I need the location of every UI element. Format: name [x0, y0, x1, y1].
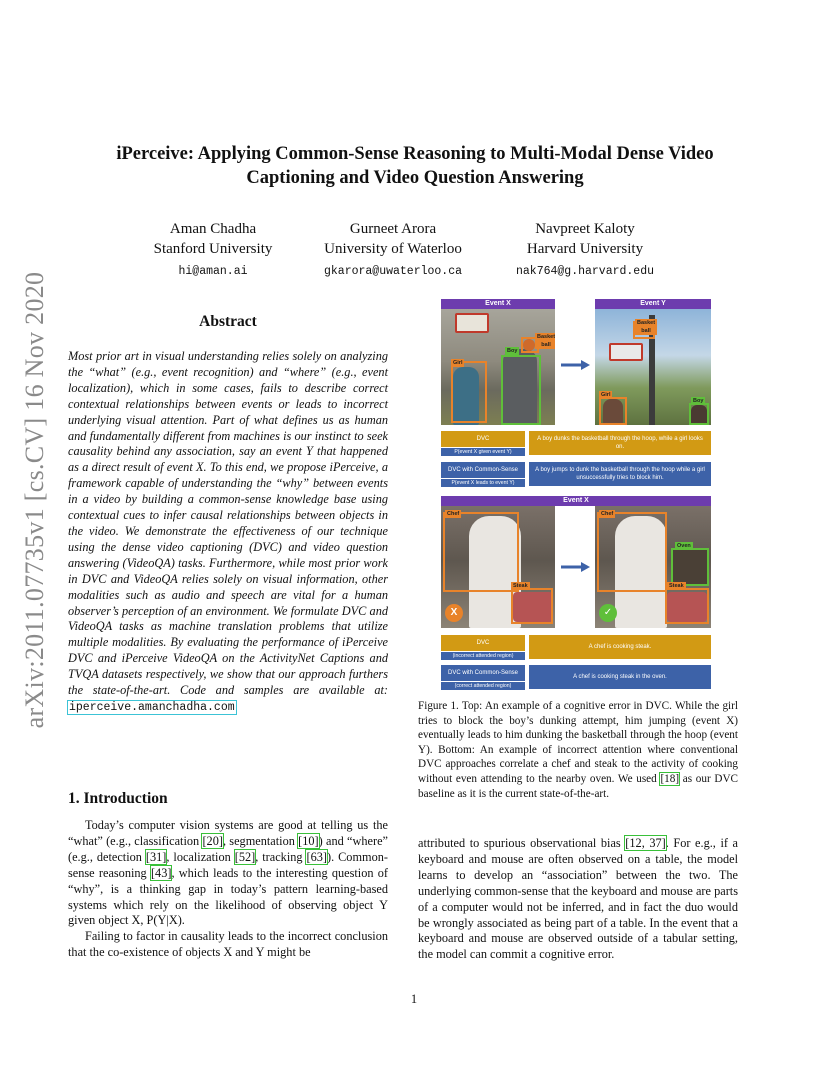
citation-link[interactable]: [63] — [306, 849, 327, 864]
author-3 — [485, 219, 685, 282]
steak-label: Steak — [513, 583, 528, 589]
arrow-icon-2 — [559, 561, 591, 573]
author-name: Navpreet Kaloty — [535, 221, 635, 237]
dvc-cs-caption: A boy jumps to dunk the basketball through the hoop while a girl unsuccessfully tries to block him. — [529, 462, 711, 486]
dvc-sub: P(event X given event Y) — [441, 448, 525, 456]
text-run: , tracking — [255, 849, 307, 864]
girl-bbox — [451, 361, 487, 423]
dvc2-sub: (incorrect attended region) — [441, 652, 525, 660]
author-1 — [113, 219, 313, 282]
dvc2-label: DVC — [441, 635, 525, 651]
dvc2-caption: A chef is cooking steak. — [529, 635, 711, 659]
right-column-body — [418, 836, 738, 963]
check-mark-icon: ✓ — [599, 604, 617, 622]
dvc-caption: A boy dunks the basketball through the hoop, while a girl looks on. — [529, 431, 711, 455]
author-name: Aman Chadha — [169, 221, 257, 237]
wrong-mark-icon: X — [445, 604, 463, 622]
author-affiliation: University of Waterloo — [324, 241, 462, 257]
abstract-body — [68, 349, 388, 716]
text-run: , localization — [166, 849, 235, 864]
title-line-2: Captioning and Video Question Answering — [246, 168, 584, 188]
introduction-body — [68, 818, 388, 961]
author-email: nak764@g.harvard.edu — [515, 265, 655, 278]
intro-paragraph-2: Failing to factor in causality leads to the incorrect conclusion that the co-existence of objects X and Y might be — [68, 929, 388, 960]
dvc2-cs-caption: A chef is cooking steak in the oven. — [529, 665, 711, 689]
text-run: as our DVC baseline as it is the current state-of-the-art. — [418, 772, 739, 800]
text-run: Figure 1. Top: An example of a cognitive error in DVC. While the girl tries to block the boy’s dunking attempt, him jumping (event X) eventually leads to him dunking the basketball through the hoop (event Y). Bottom: An example of incorrect attention where conventional DVC approaches correlate a chef and steak to the activity of cooking without even attending to the nearby oven. We used — [418, 700, 738, 785]
arxiv-sidebar — [12, 240, 58, 760]
dvc-cs-label: DVC with Common-Sense — [441, 462, 525, 478]
dvc-cs-sub: P(event X leads to event Y) — [441, 479, 525, 487]
photo-chef-left — [441, 506, 555, 628]
intro-paragraph-1 — [68, 818, 388, 929]
dvc2-cs-sub: (correct attended region) — [441, 682, 525, 690]
chef-label: Chef — [447, 511, 460, 517]
author-affiliation: Harvard University — [526, 241, 644, 257]
citation-link[interactable]: [12, 37] — [625, 836, 666, 850]
boy-label: Boy — [693, 398, 704, 404]
arrow-icon — [559, 359, 591, 371]
text-run: Today’s computer vision systems are good at telling us the “what” (e.g., classification — [68, 818, 388, 848]
text-run: ) and “where” (e.g., detection — [68, 833, 388, 864]
project-link[interactable]: iperceive.amanchadha.com — [69, 700, 235, 714]
event-x-bar-2: Event X — [441, 496, 711, 506]
citation-link[interactable]: [18] — [660, 772, 680, 785]
abstract-text: Most prior art in visual understanding relies solely on analyzing the “what” (e.g., event recognition) and “where” (e.g., event localization), which in some cases, fails to describe correct contextual relationships between events or leads to incorrect underlying visual attention. Part of what defines us as human and fundamentally different from machines is our instinct to seek causality behind any association, say an event Y that happened as a direct result of event X. To this end, we propose iPerceive, a framework capable of understanding the “why” between events in a video by building a common-sense knowledge base using contextual cues to infer causal relationships between objects in the video. We demonstrate the effectiveness of our technique using the dense video captioning (DVC) and video question answering (VideoQA) tasks. Furthermore, while most prior work in DVC and VideoQA relies solely on visual information, other modalities such as audio and speech are vital for a human observer’s perception of an environment. We formulate DVC and VideoQA tasks as machine translation problems that utilize multiple modalities. By evaluating the performance of iPerceive DVC and iPerceive VideoQA on the ActivityNet Captions and TVQA datasets respectively, we show that our approach furthers the state-of-the-art. Code and samples are available at: — [68, 349, 388, 698]
chef-bbox — [597, 512, 667, 592]
boy-label: Boy — [507, 348, 518, 354]
steak-bbox — [665, 588, 709, 624]
event-x-bar: Event X — [441, 299, 555, 309]
abstract-heading: Abstract — [199, 313, 257, 330]
ball-label: Basket ball — [537, 334, 555, 348]
page-number: 1 — [410, 992, 418, 1006]
boy-bbox — [689, 403, 709, 425]
girl-bbox — [599, 397, 627, 425]
oven-bbox — [671, 548, 709, 586]
author-name: Gurneet Arora — [349, 221, 437, 237]
chef-label: Chef — [601, 511, 614, 517]
photo-basketball-event-x — [441, 309, 555, 425]
paper-title — [70, 142, 760, 190]
girl-label: Girl — [453, 360, 463, 366]
text-run: , segmentation — [222, 833, 299, 848]
author-email: gkarora@uwaterloo.ca — [323, 265, 463, 278]
ball-label: Basket ball — [637, 320, 656, 334]
figure-1 — [441, 299, 711, 689]
text-run: attributed to spurious observational bias — [418, 836, 626, 850]
photo-basketball-event-y — [595, 309, 711, 425]
text-run: . For e.g., if a keyboard and mouse are often observed on a table, the model learns to develop an “association” between the two. The underlying common-sense that the keyboard and mouse are parts of a computer would not be inferred, and in fact the duo would be wrongly associated as being part of a table. In the event that a keyboard and mouse are observed outside of a tabular setting, the model can commit a cognitive error. — [418, 836, 738, 962]
boy-bbox — [501, 355, 541, 425]
girl-label: Girl — [601, 392, 611, 398]
dvc-label: DVC — [441, 431, 525, 447]
figure-caption — [418, 699, 738, 801]
text-run: , which leads to the interesting question of “why”, is a thinking gap in today’s pattern learning-based systems which rely on the likelihood of observing object Y given object X, P(Y|X). — [68, 865, 389, 928]
steak-bbox — [511, 588, 553, 624]
chef-bbox — [443, 512, 519, 592]
photo-chef-right — [595, 506, 711, 628]
author-affiliation: Stanford University — [153, 241, 273, 257]
dvc2-cs-label: DVC with Common-Sense — [441, 665, 525, 681]
arxiv-id: arXiv:2011.07735v1 [cs.CV] 16 Nov 2020 — [20, 271, 49, 729]
citation-link[interactable]: [31] — [145, 849, 167, 864]
hoop-graphic — [455, 313, 489, 333]
citation-link[interactable]: [20] — [202, 833, 223, 848]
citation-link[interactable]: [10] — [298, 833, 319, 848]
hoop-graphic — [609, 343, 643, 361]
text-run: ). Common-sense reasoning — [68, 849, 388, 880]
introduction-heading: 1. Introduction — [68, 790, 168, 807]
author-email: hi@aman.ai — [178, 265, 248, 278]
title-line-1: iPerceive: Applying Common-Sense Reasoning to Multi-Modal Dense Video — [116, 144, 714, 164]
author-2 — [293, 219, 493, 282]
citation-link[interactable]: [52] — [234, 849, 256, 864]
steak-label: Steak — [669, 583, 684, 589]
citation-link[interactable]: [43] — [150, 865, 172, 880]
oven-label: Oven — [677, 543, 691, 549]
event-y-bar: Event Y — [595, 299, 711, 309]
